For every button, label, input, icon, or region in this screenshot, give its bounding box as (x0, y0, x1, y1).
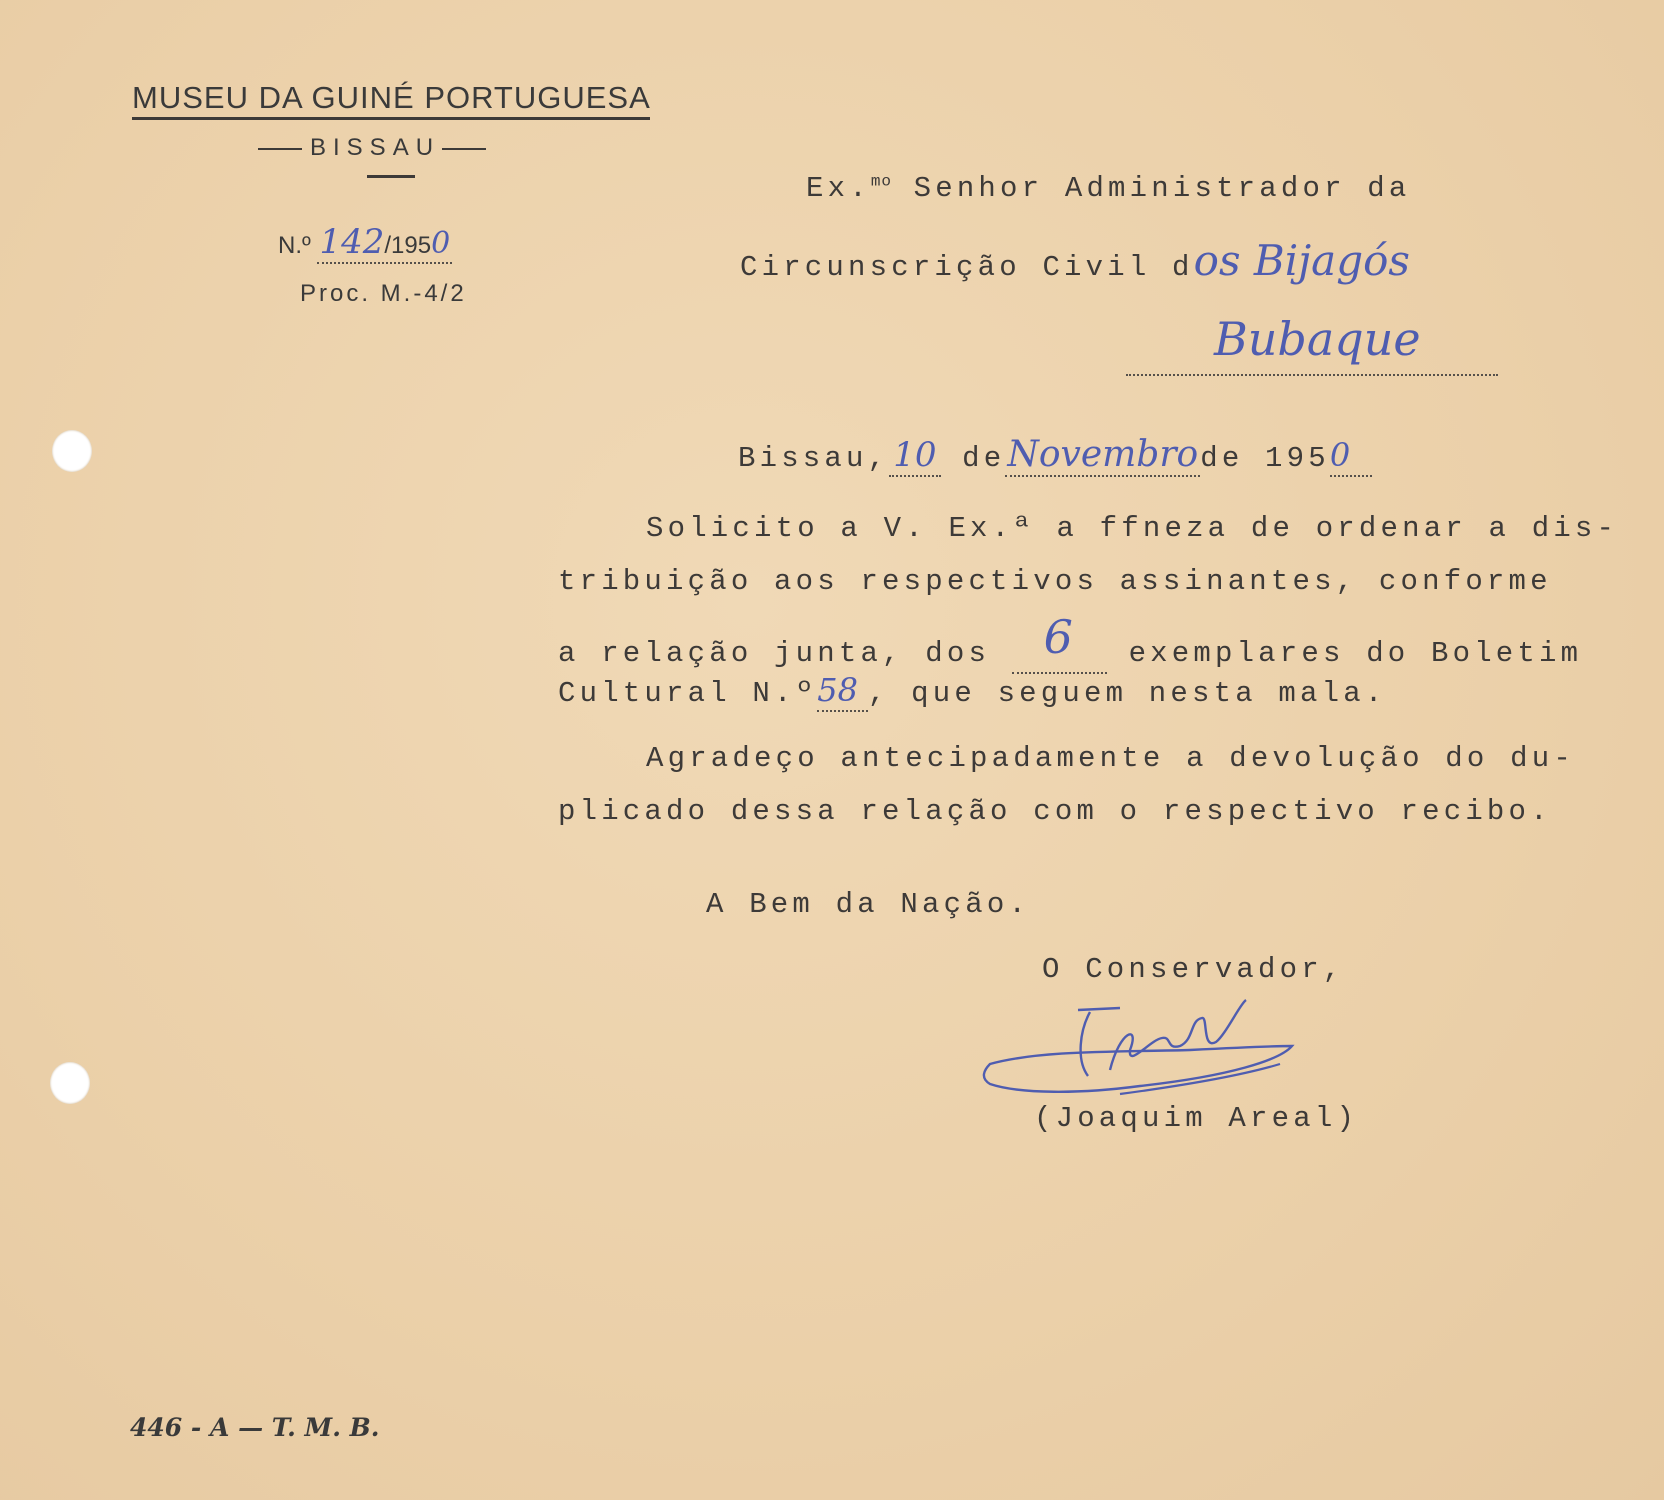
date-city: Bissau, (738, 442, 890, 475)
signer-name: (Joaquim Areal) (1034, 1102, 1359, 1135)
city-underline (367, 175, 415, 178)
address-line-3-handwritten: Bubaque (1214, 312, 1421, 366)
city-header (258, 134, 486, 162)
copies-field (1012, 610, 1107, 674)
date-year-printed: 195 (1265, 442, 1330, 475)
bulletin-number-field (817, 671, 868, 712)
address-line-2-printed: Circunscrição Civil d (740, 251, 1194, 284)
date-de-1: de (962, 442, 1006, 475)
body-p1-line-3-b: exemplares do Boletim (1128, 637, 1583, 670)
body-p1-line-4-b: , que seguem nesta mala. (867, 677, 1387, 710)
body-p1-line-2: tribuição aos respectivos assinantes, conforme (558, 565, 1552, 598)
city-name: BISSAU (310, 134, 441, 161)
process-code: Proc. M.-4/2 (300, 280, 467, 307)
body-p1-line-3-a: a relação junta, dos (558, 637, 991, 670)
body-p1-line-1: Solicito a V. Ex.ª a ffneza de ordenar a dis- (646, 512, 1619, 545)
body-p1-line-4 (558, 671, 1386, 712)
number-field (317, 222, 452, 264)
number-prefix: N.º (278, 232, 311, 259)
bulletin-number-handwritten: 58 (817, 671, 858, 709)
institution-name: MUSEU DA GUINÉ PORTUGUESA (132, 80, 651, 115)
address-line-2-handwritten: os Bijagós (1193, 236, 1410, 285)
address-line-2 (740, 236, 1410, 285)
address-line-3 (1126, 312, 1498, 376)
letterhead-rule (132, 117, 650, 120)
address-abbrev: Ex. (806, 172, 871, 205)
number-sep: / (384, 232, 392, 259)
date-month-field (1005, 434, 1200, 477)
signature (980, 990, 1310, 1120)
body-p2-line-2: plicado dessa relação com o respectivo recibo. (558, 795, 1552, 828)
date-day-handwritten: 10 (893, 435, 937, 475)
number-handwritten: 142 (319, 222, 385, 262)
date-year-handwritten: 0 (1329, 436, 1351, 474)
signature-text: JAreal (980, 990, 984, 991)
address-line-1 (806, 172, 1411, 205)
date-month-handwritten: Novembro (1007, 434, 1199, 475)
date-de-2: de (1200, 442, 1244, 475)
body-p1-line-4-a: Cultural N.º (558, 677, 818, 710)
copies-handwritten: 6 (1043, 610, 1073, 664)
city-dash-left (258, 148, 302, 150)
date-year-field (1330, 436, 1372, 477)
address-rest: Senhor Administrador da (913, 172, 1411, 205)
address-sup: mo (870, 172, 893, 191)
number-year-handwritten: 0 (431, 226, 451, 261)
punch-hole-top (52, 430, 92, 472)
reference-number (278, 222, 452, 264)
number-year-printed: 195 (391, 232, 432, 259)
date-day-field (889, 435, 940, 477)
signer-title: O Conservador, (1042, 953, 1345, 986)
dateline (738, 434, 1372, 477)
city-dash-right (442, 148, 486, 150)
form-code: 446 - A — T. M. B. (130, 1413, 380, 1442)
body-p2-line-1: Agradeço antecipadamente a devolução do du- (646, 742, 1575, 775)
body-p1-line-3 (558, 610, 1583, 674)
salutation: A Bem da Nação. (706, 888, 1031, 921)
punch-hole-bottom (50, 1062, 90, 1104)
